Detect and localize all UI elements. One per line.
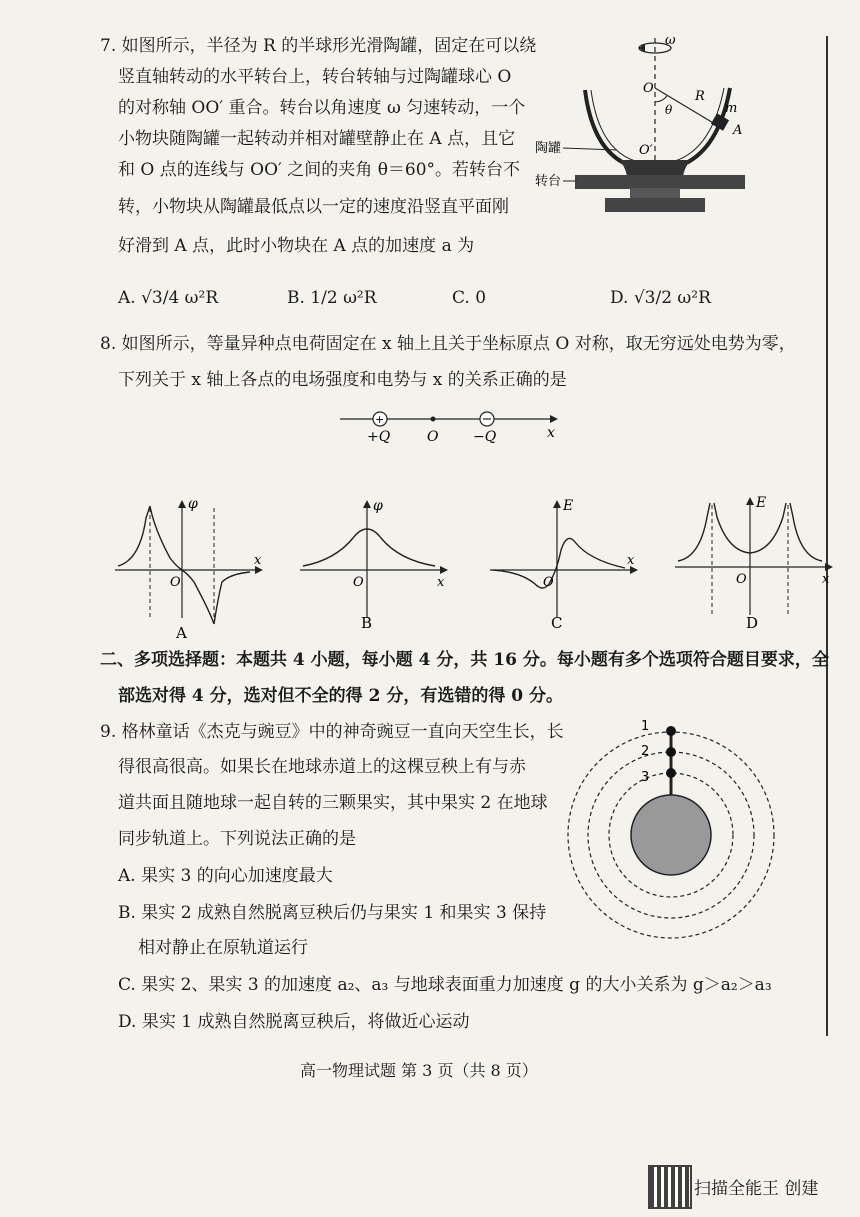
q8-graph-b (295, 498, 455, 643)
q7-option-c: C. 0 (452, 288, 487, 308)
q7-line-2: 竖直轴转动的水平转台上，转台转轴与过陶罐球心 O (118, 67, 512, 87)
q7-Oprime-label: O′ (639, 143, 653, 158)
q9-option-d: D. 果实 1 成熟自然脱离豆秧后，将做近心运动 (118, 1012, 470, 1032)
q7-A-label: A (733, 123, 743, 138)
q8-graph-d-letter: D (746, 614, 759, 632)
q8-graph-b-ylabel: φ (373, 498, 383, 514)
q9-option-b: B. 果实 2 成熟自然脱离豆秧后仍与果实 1 和果实 3 保持 (118, 903, 547, 923)
q7-R-label: R (695, 89, 705, 104)
q8-minusQ-label: −Q (473, 429, 497, 445)
fruit-2 (666, 747, 676, 757)
q8-graph-b-origin: O (353, 575, 364, 590)
q8-line-2: 下列关于 x 轴上各点的电场强度和电势与 x 的关系正确的是 (118, 370, 567, 390)
q9-option-c: C. 果实 2、果实 3 的加速度 a₂、a₃ 与地球表面重力加速度 g 的大小关系为 g＞a₂＞a₃ (118, 975, 772, 995)
q9-option-a: A. 果实 3 的向心加速度最大 (118, 866, 333, 886)
q7-option-d: D. √3/2 ω²R (610, 288, 711, 308)
q8-plusQ-label: +Q (367, 429, 391, 445)
q8-graph-b-x: x (437, 575, 445, 590)
q8-graph-d-ylabel: E (756, 495, 767, 511)
q7-line-6: 转，小物块从陶罐最低点以一定的速度沿竖直平面刚 (118, 197, 509, 217)
q9-line-3: 道共面且随地球一起自转的三颗果实，其中果实 2 在地球 (118, 793, 548, 813)
q8-line-1: 8. 如图所示，等量异种点电荷固定在 x 轴上且关于坐标原点 O 对称，取无穷远处电势为零， (100, 334, 796, 354)
section-2-heading-line-1: 二、多项选择题：本题共 4 小题，每小题 4 分，共 16 分。每小题有多个选项符合题目要求，全 (100, 650, 829, 670)
q8-graph-a-origin: O (170, 575, 181, 590)
q8-graph-a-ylabel: φ (188, 498, 198, 512)
svg-text:+: + (375, 413, 385, 426)
q9-line-4: 同步轨道上。下列说法正确的是 (118, 829, 356, 849)
q7-option-b: B. 1/2 ω²R (287, 288, 377, 308)
q9-line-2: 得很高很高。如果长在地球赤道上的这棵豆秧上有与赤 (118, 757, 526, 777)
q7-option-a: A. √3/4 ω²R (118, 288, 219, 308)
q8-graph-c-letter: C (551, 614, 563, 632)
q8-origin-label: O (427, 429, 439, 445)
q7-m-label: m (725, 101, 738, 116)
q8-graph-c-origin: O (543, 575, 554, 590)
section-2-heading-line-2: 部选对得 4 分，选对但不全的得 2 分，有选错的得 0 分。 (118, 686, 563, 706)
q7-jar-label: 陶罐 (535, 141, 562, 156)
fruit-3 (666, 768, 676, 778)
q9-line-1: 9. 格林童话《杰克与豌豆》中的神奇豌豆一直向天空生长，长 (100, 722, 564, 742)
q7-line-7: 好滑到 A 点，此时小物块在 A 点的加速度 a 为 (118, 236, 475, 256)
q8-graph-d (670, 495, 840, 640)
q8-graph-d-x: x (822, 572, 830, 587)
q7-omega-label: ω (665, 33, 676, 48)
q7-line-4: 小物块随陶罐一起转动并相对罐壁静止在 A 点，且它 (118, 129, 516, 149)
scanner-credit: 扫描全能王 创建 (694, 1179, 819, 1199)
q8-graph-a-x: x (254, 553, 262, 568)
q8-graph-b-letter: B (361, 614, 373, 632)
q8-x-label: x (547, 425, 555, 441)
q8-graph-c (485, 498, 645, 643)
q8-graph-c-ylabel: E (563, 498, 574, 514)
q7-theta-label: θ (665, 103, 673, 117)
q7-line-3: 的对称轴 OO′ 重合。转台以角速度 ω 匀速转动，一个 (118, 98, 526, 118)
q7-O-label: O (643, 81, 654, 96)
fruit-3-label: 3 (641, 770, 650, 785)
fruit-2-label: 2 (641, 744, 650, 759)
q8-graph-c-x: x (627, 553, 635, 568)
q8-graph-a-letter: A (176, 624, 187, 642)
q8-graph-a (110, 498, 270, 643)
page-footer: 高一物理试题 第 3 页（共 8 页） (300, 1061, 538, 1080)
q9-option-b-cont: 相对静止在原轨道运行 (138, 938, 308, 958)
q9-orbit-figure (555, 715, 795, 955)
fruit-1 (666, 726, 676, 736)
qr-code-icon (648, 1165, 692, 1209)
q7-jar-figure (535, 30, 815, 220)
q7-table-label: 转台 (535, 174, 562, 189)
q8-charge-axis (335, 405, 565, 445)
fruit-1-label: 1 (641, 719, 650, 734)
q7-line-1: 7. 如图所示，半径为 R 的半球形光滑陶罐，固定在可以绕 (100, 36, 537, 56)
q7-line-5: 和 O 点的连线与 OO′ 之间的夹角 θ＝60°。若转台不 (118, 160, 521, 180)
q8-graph-d-origin: O (736, 572, 747, 587)
